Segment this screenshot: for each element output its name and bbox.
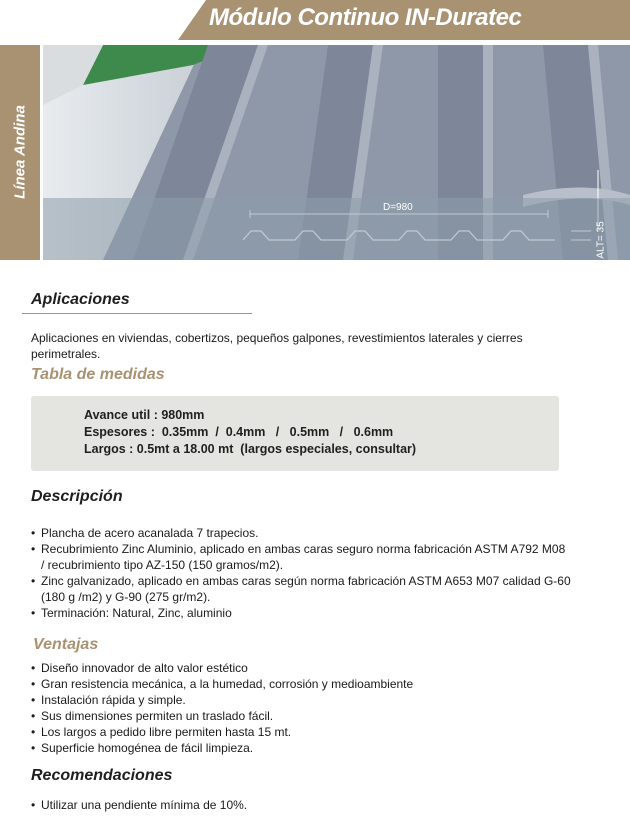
bullet-glyph: • bbox=[31, 574, 36, 588]
bullet-glyph: • bbox=[31, 741, 36, 755]
spec-largos: Largos : 0.5mt a 18.00 mt (largos especiales, consultar) bbox=[84, 442, 417, 456]
list-item: • Diseño innovador de alto valor estético bbox=[31, 661, 248, 675]
spec-avance: Avance util : 980mm bbox=[84, 408, 205, 422]
list-item: • Instalación rápida y simple. bbox=[31, 693, 186, 707]
bullet-glyph: • bbox=[31, 606, 36, 620]
list-item: • Los largos a pedido libre permiten hasta 15 mt. bbox=[31, 725, 292, 739]
section-heading-recomendaciones: Recomendaciones bbox=[31, 767, 173, 784]
dimension-band bbox=[43, 198, 630, 260]
bullet-glyph: • bbox=[31, 526, 36, 540]
recomendaciones-list bbox=[31, 797, 571, 813]
bullet-glyph: • bbox=[31, 725, 36, 739]
list-item: • Sus dimensiones permiten un traslado fácil. bbox=[31, 709, 274, 723]
bullet-glyph: • bbox=[31, 693, 36, 707]
height-dimension-label: ALT= 35 bbox=[595, 221, 607, 259]
descripcion-list bbox=[31, 525, 571, 621]
list-item: • Gran resistencia mecánica, a la humedad, corrosión y medioambiente bbox=[31, 677, 414, 691]
section-divider bbox=[22, 313, 252, 314]
spec-espesores: Espesores : 0.35mm / 0.4mm / 0.5mm / 0.6mm bbox=[84, 425, 394, 439]
section-heading-aplicaciones: Aplicaciones bbox=[31, 291, 130, 308]
aplicaciones-text: Aplicaciones en viviendas, cobertizos, pequeños galpones, revestimientos laterales y cierres perimetrales. bbox=[31, 331, 523, 361]
list-item: • Plancha de acero acanalada 7 trapecios. bbox=[31, 526, 259, 540]
bullet-glyph: • bbox=[31, 798, 36, 812]
list-item: • Terminación: Natural, Zinc, aluminio bbox=[31, 606, 232, 620]
section-heading-descripcion: Descripción bbox=[31, 488, 123, 505]
page-title: Módulo Continuo IN-Duratec bbox=[209, 4, 522, 31]
section-heading-ventajas: Ventajas bbox=[33, 636, 99, 653]
bullet-glyph: • bbox=[31, 542, 36, 556]
bullet-glyph: • bbox=[31, 661, 36, 675]
product-photo bbox=[43, 45, 630, 260]
bullet-glyph: • bbox=[31, 677, 36, 691]
product-line-label: Línea Andina bbox=[11, 105, 29, 199]
section-heading-tabla: Tabla de medidas bbox=[31, 366, 165, 383]
list-item: • Recubrimiento Zinc Aluminio, aplicado en ambas caras seguro norma fabricación ASTM A792 M08 / recubrimiento tipo AZ-150 (150 gramos/m2). bbox=[31, 542, 566, 572]
list-item: • Zinc galvanizado, aplicado en ambas caras según norma fabricación ASTM A653 M07 calidad G-60 (180 g /m2) y G-90 (275 gr/m2). bbox=[31, 574, 571, 604]
bullet-glyph: • bbox=[31, 709, 36, 723]
ventajas-list bbox=[31, 660, 571, 756]
list-item: • Utilizar una pendiente mínima de 10%. bbox=[31, 798, 248, 812]
list-item: • Superficie homogénea de fácil limpieza. bbox=[31, 741, 254, 755]
width-dimension-label: D=980 bbox=[383, 202, 413, 213]
